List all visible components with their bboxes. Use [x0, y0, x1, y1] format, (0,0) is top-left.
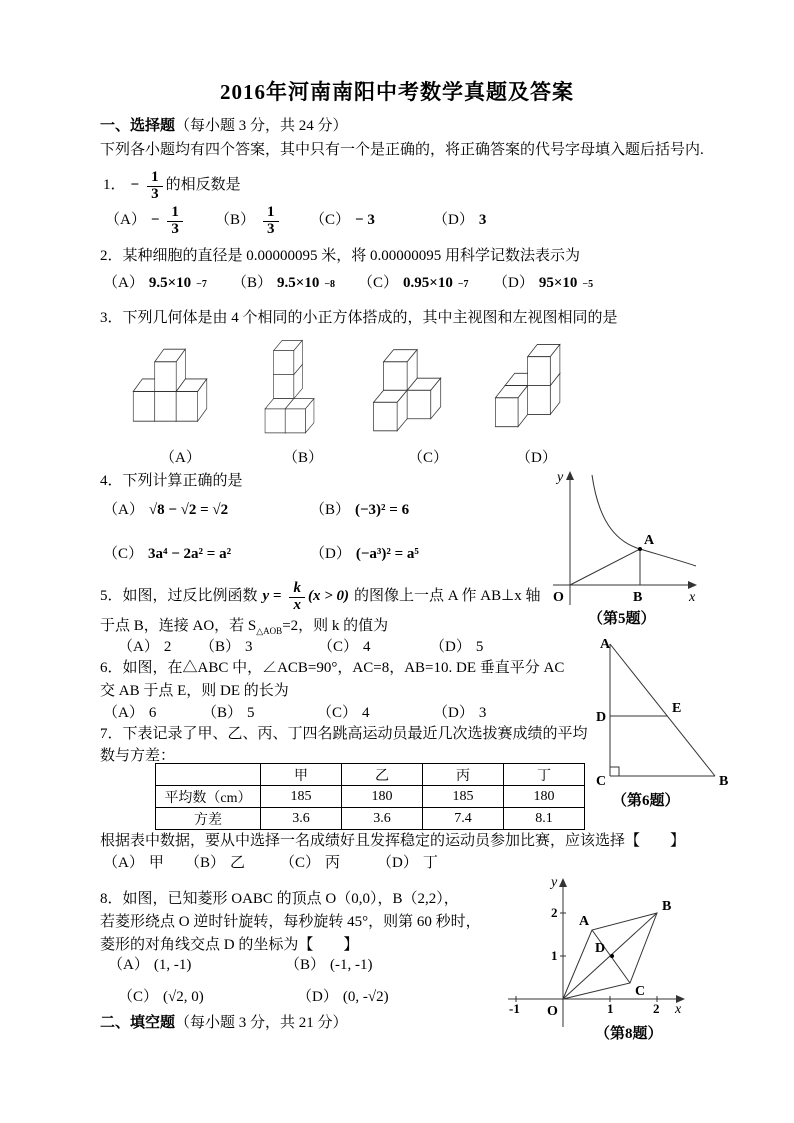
q3-figure-d-label: （D） [516, 450, 557, 466]
q6-point-a-label: A [600, 637, 611, 652]
q8-option-c: （C） (√2, 0) [118, 989, 204, 1005]
section-1-title: 一、选择题 [100, 118, 176, 134]
question-5-stem: 5．如图，过反比例函数 y = $\frac{k}{x}$ (x > 0) 的图像上一点 A 作 AB⊥x 轴 [100, 579, 541, 613]
q6-point-b-label: B [719, 774, 729, 789]
q6-option-c: （C） 4 [317, 705, 370, 721]
q8-y-axis-label: y [551, 875, 558, 890]
q8-origin-label: O [547, 1004, 558, 1019]
q1-option-b: （B） $\frac{1}{3}$ [215, 200, 282, 242]
q6-point-e-label: E [672, 701, 682, 716]
q8-point-b-label: B [662, 899, 672, 914]
q5-x-axis-label: x [689, 590, 696, 605]
question-8-stem-line2: 若菱形绕点 O 逆时针旋转，每秒旋转 45°，则第 60 秒时， [100, 914, 481, 930]
q5-y-axis-label: y [557, 470, 564, 485]
q2-option-a: （A） 9.5×10 −7 [103, 275, 207, 292]
q2-option-c: （C） 0.95×10 −7 [358, 275, 469, 292]
q5-origin-label: O [553, 590, 564, 605]
q5-option-a: （A） 2 [118, 639, 172, 655]
q8-figure-caption: （第8题） [595, 1026, 663, 1042]
q8-x-axis-label: x [675, 1002, 682, 1017]
section-2-note: （每小题 3 分，共 21 分） [175, 1015, 348, 1031]
section-1-note: （每小题 3 分，共 24 分） [175, 118, 348, 134]
q8-xtick-1: 1 [607, 1001, 614, 1016]
q2-option-b: （B） 9.5×10 −8 [232, 275, 336, 292]
q6-option-d: （D） 3 [433, 705, 487, 721]
q6-point-d-label: D [596, 710, 607, 725]
q8-option-d: （D） (0, -√2) [297, 989, 389, 1005]
q8-point-a-label: A [579, 914, 590, 929]
page-title: 2016年河南南阳中考数学真题及答案 [220, 80, 574, 104]
q1-option-d: （D） 3 [433, 212, 487, 229]
question-7-stem: 7．下表记录了甲、乙、丙、丁四名跳高运动员最近几次选拔赛成绩的平均 [100, 726, 588, 742]
q3-figure-b-label: （B） [283, 450, 324, 466]
q1-fraction: $\frac{1}{3}$ [147, 170, 163, 203]
question-8-stem: 8．如图，已知菱形 OABC 的顶点 O（0,0），B（2,2）， [100, 891, 459, 907]
q1-number: 1． [103, 177, 126, 194]
q8-figure [505, 872, 695, 1032]
question-4-stem: 4．下列计算正确的是 [100, 473, 243, 489]
question-7-stem-line2: 数与方差： [100, 748, 176, 764]
q5-figure [545, 465, 705, 610]
q6-figure [578, 636, 733, 788]
section-1-intro: 下列各小题均有四个答案，其中只有一个是正确的，将正确答案的代号字母填入题后括号内. [100, 142, 704, 158]
q7-option-d: （D） 丁 [377, 855, 438, 871]
q4-option-b: （B） (−3)² = 6 [310, 502, 410, 519]
q1-option-c: （C） − 3 [310, 212, 375, 229]
q6-option-b: （B） 5 [202, 705, 255, 721]
q3-figure-a-label: （A） [160, 450, 201, 466]
q2-option-d: （D） 95×10 −5 [493, 275, 594, 292]
q6-point-c-label: C [596, 774, 607, 789]
q8-xtick-2: 2 [653, 1001, 660, 1016]
question-3-stem: 3．下列几何体是由 4 个相同的小正方体搭成的，其中主视图和左视图相同的是 [100, 310, 618, 326]
section-1-heading [100, 117, 348, 137]
q7-option-b: （B） 乙 [185, 855, 246, 871]
q6-option-a: （A） 6 [103, 705, 157, 721]
q8-point-d-label: D [595, 941, 606, 956]
q3-figure-a [130, 342, 225, 432]
q1-option-a: （A） − $\frac{1}{3}$ [105, 200, 186, 242]
q6-figure-caption: （第6题） [612, 793, 680, 809]
q8-ytick-2: 2 [551, 905, 558, 920]
q7-table-header-row: 甲 乙 丙 丁 [156, 764, 585, 786]
q1-stem-text: 的相反数是 [165, 177, 241, 194]
q7-table [155, 763, 585, 830]
q8-point-c-label: C [635, 984, 646, 999]
q5-option-c: （C） 4 [318, 639, 371, 655]
question-6-stem-line2: 交 AB 于点 E，则 DE 的长为 [100, 683, 289, 699]
q4-option-c: （C） 3a⁴ − 2a² = a² [103, 546, 232, 563]
q8-xtick-neg1: -1 [509, 1001, 520, 1016]
question-8-stem-line3: 菱形的对角线交点 D 的坐标为【 】 [100, 937, 359, 953]
q4-option-d: （D） (−a³)² = a⁵ [310, 546, 419, 563]
q8-ytick-1: 1 [551, 948, 558, 963]
q7-table-mean-row: 平均数（cm） 185 180 185 180 [156, 786, 585, 808]
section-2-title: 二、填空题 [100, 1015, 176, 1031]
q8-option-a: （A） (1, -1) [108, 957, 192, 973]
q4-option-a: （A） √8 − √2 = √2 [103, 502, 229, 519]
question-6-stem: 6．如图，在△ABC 中，∠ACB=90°，AC=8，AB=10. DE 垂直平分 AC [100, 660, 565, 676]
q1-frac-sign: − [130, 177, 140, 194]
q7-option-a: （A） 甲 [103, 855, 164, 871]
q7-option-c: （C） 丙 [280, 855, 341, 871]
q3-figure-c [370, 348, 445, 436]
q5-option-b: （B） 3 [200, 639, 253, 655]
q7-conclusion: 根据表中数据，要从中选择一名成绩好且发挥稳定的运动员参加比赛，应该选择【 】 [100, 833, 686, 849]
q8-option-b: （B） (-1, -1) [285, 957, 373, 973]
q5-figure-caption: （第5题） [588, 611, 656, 627]
section-2-heading [100, 1014, 348, 1034]
q5-point-a-label: A [644, 533, 655, 548]
q3-figure-d [492, 340, 564, 432]
q5-option-d: （D） 5 [430, 639, 484, 655]
q3-figure-c-label: （C） [408, 450, 449, 466]
q5-point-b-label: B [633, 590, 643, 605]
q7-table-variance-row: 方差 3.6 3.6 7.4 8.1 [156, 808, 585, 830]
question-2-stem: 2．某种细胞的直径是 0.00000095 米，将 0.00000095 用科学记数法表示为 [100, 248, 581, 264]
question-5-stem-line2: 于点 B，连接 AO，若 $S_{\triangle AOB}=2$，则 k 的值为 [100, 618, 389, 636]
q3-figure-b [262, 336, 317, 438]
q5-fraction: $\frac{k}{x}$ [289, 581, 305, 614]
